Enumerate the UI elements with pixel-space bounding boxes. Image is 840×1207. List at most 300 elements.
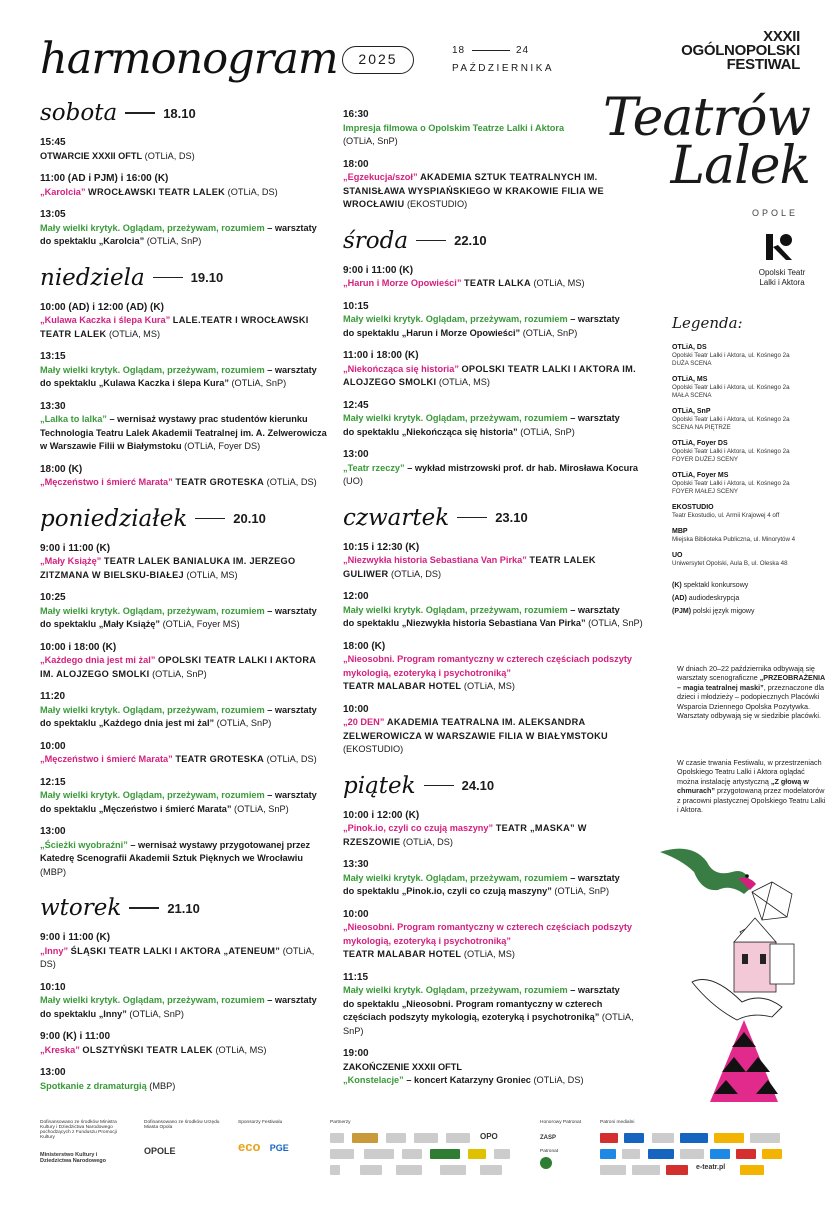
event-title: Mały wielki krytyk. Oglądam, przeżywam, rozumiem [343, 413, 568, 423]
media-logo [632, 1165, 660, 1175]
event [40, 776, 330, 817]
event-time: 13:00 [40, 826, 66, 837]
abbreviation-item [672, 608, 832, 615]
event-time: 13:15 [40, 351, 66, 362]
event-time: 12:45 [343, 399, 369, 411]
event-time: 9:00 i 11:00 (K) [40, 542, 111, 554]
partner-logo [364, 1149, 394, 1159]
partner-logo [414, 1133, 438, 1143]
event-title: „Teatr rzeczy” [343, 462, 405, 473]
event-title: „Lalka to lalka” [40, 414, 107, 424]
partner-logo [352, 1133, 378, 1143]
eteatr-logo-text: e-teatr.pl [696, 1164, 726, 1171]
event-organizer: AKADEMIA TEATRALNA IM. ALEKSANDRA ZELWEROWICZA W WARSZAWIE FILIA W BIAŁYMSTOKU [343, 717, 608, 741]
event-organizer: TEATR LALEK GULIWER [343, 555, 596, 579]
partner-logo [480, 1165, 502, 1175]
legend-item [672, 472, 832, 496]
date-from: 18 [452, 45, 466, 56]
event [40, 350, 330, 391]
event-time: 12:00 [343, 591, 369, 602]
footer-sponsors [40, 1120, 800, 1190]
event-time: 10:00 [40, 740, 66, 752]
event-venue: (OTLiA, SnP) [520, 426, 575, 437]
legend-item [672, 344, 832, 368]
event-description: do spektaklu „Nieosobni. Program romantyczny w czterech częściach podszyty mykologią, ezoteryką i psychotroniką” [343, 998, 603, 1022]
event-title: „Niezwykła historia Sebastiana Van Pirka” [343, 555, 527, 565]
media-logo [600, 1133, 618, 1143]
event-title: „Kreska” [40, 1044, 80, 1055]
event [40, 931, 330, 972]
event-venue: (OTLiA, SnP) [146, 236, 202, 246]
legend-address: Opolski Teatr Lalki i Aktora, ul. Kośnego 2a [672, 384, 790, 391]
event [40, 1030, 330, 1057]
day-name: czwartek [343, 504, 450, 531]
media-logo [666, 1165, 688, 1175]
partner-logo [330, 1149, 354, 1159]
event-title: „Nieosobni. Program romantyczny w czterech częściach podszyty mykologią, ezoteryką i psychotroniką” [343, 654, 632, 678]
day-date: 24.10 [461, 778, 495, 793]
event-title: „Kulawa Kaczka i ślepa Kura” [40, 315, 171, 325]
event-title: „20 DEN” [343, 717, 385, 727]
event-venue: (OTLiA, DS) [227, 186, 278, 197]
opole-logo-text: OPOLE [144, 1146, 176, 1156]
abbreviation-text: audiodeskrypcja [688, 595, 740, 602]
event-venue: (OTLiA, SnP) [588, 618, 643, 628]
event-title: Mały wielki krytyk. Oglądam, przeżywam, rozumiem [40, 605, 265, 616]
event [343, 908, 643, 962]
event-organizer: TEATR MALABAR HOTEL [343, 949, 462, 959]
event-title: Mały wielki krytyk. Oglądam, przeżywam, rozumiem [343, 872, 568, 883]
event-time: 10:15 [343, 300, 369, 312]
event-venue: (OTLiA, Foyer MS) [162, 619, 240, 629]
event-time: 11:00 i 18:00 (K) [343, 350, 419, 361]
event-description: do spektaklu „Pinok.io, czyli co czują maszyny” [343, 886, 552, 896]
event-time: 13:30 [40, 400, 66, 412]
event-description: – warsztaty [570, 413, 620, 423]
event-venue: (OTLiA, MS) [438, 377, 490, 387]
event-venue: (OTLiA, SnP) [522, 327, 578, 338]
opo-logo-text: OPO [480, 1132, 498, 1141]
event-title: „Harun i Morze Opowieści” [343, 278, 462, 288]
event-description: – koncert Katarzyny Groniec [406, 1075, 531, 1085]
event-organizer: OLSZTYŃSKI TEATR LALEK [82, 1044, 213, 1055]
event-organizer: ŚLĄSKI TEATR LALKI I AKTORA „ATENEUM” [70, 945, 281, 956]
event-title: Impresja filmowa o Opolskim Teatrze Lalki i Aktora [343, 122, 565, 133]
info-installation [677, 758, 827, 814]
event-description: do spektaklu „Każdego dnia jest mi żal” [40, 718, 215, 728]
event-venue: (OTLiA, SnP) [343, 136, 398, 146]
event-description: do spektaklu „Niezwykła historia Sebastiana Van Pirka” [343, 618, 586, 628]
event-venue: (UO) [343, 476, 363, 486]
event-title: Mały wielki krytyk. Oglądam, przeżywam, rozumiem [40, 364, 265, 375]
event [343, 590, 643, 631]
event-time: 18:00 (K) [343, 640, 386, 652]
event-title: „Każdego dnia jest mi żal” [40, 655, 156, 665]
media-logo [762, 1149, 782, 1159]
event-time: 13:30 [343, 859, 369, 870]
legend-item [672, 552, 832, 568]
event-time: 19:00 [343, 1048, 369, 1059]
theatre-logo-icon [766, 234, 792, 260]
event-venue: (OTLiA, DS) [391, 568, 442, 579]
legend-item [672, 528, 832, 544]
day-name: niedziela [40, 264, 145, 291]
media-logo [680, 1149, 704, 1159]
footer-label: Dofinansowano ze środków Urzędu Miasta Opola [144, 1120, 220, 1130]
legend-title: Legenda: [672, 314, 743, 332]
legend-key: MBP [672, 528, 688, 535]
event-time: 10:10 [40, 981, 66, 993]
event-time: 10:00 [343, 908, 369, 920]
event-organizer: OPOLSKI TEATR LALKI I AKTORA IM. ALOJZEGO SMOLKI [343, 363, 636, 387]
event-title: OTWARCIE XXXII OFTL [40, 150, 143, 161]
event-time: 11:15 [343, 971, 369, 983]
event-title: „Mały Książę” [40, 556, 102, 566]
abbreviation-item [672, 582, 832, 589]
media-logo [736, 1149, 756, 1159]
eco-logo-text: eco [238, 1139, 261, 1154]
legend-key: UO [672, 552, 683, 559]
media-logo [600, 1149, 616, 1159]
legend-address: Opolski Teatr Lalki i Aktora, ul. Kośnego 2a [672, 416, 790, 423]
event [40, 1066, 330, 1093]
day-divider [457, 517, 487, 519]
footer-media [600, 1120, 800, 1175]
info-text: W dniach 20–22 października odbywają się warsztaty scenograficzne [677, 664, 815, 683]
day-name: poniedziałek [40, 505, 188, 532]
event-description: – warsztaty [267, 790, 317, 800]
footer-label: Honorowy Patronat [540, 1120, 582, 1125]
info-highlight: „Z głową w chmurach” [677, 776, 809, 796]
legend-address: Opolski Teatr Lalki i Aktora, ul. Kośnego 2a [672, 352, 790, 359]
schedule-column-left [40, 100, 330, 1102]
footer-label: Patroni medialni [600, 1120, 635, 1125]
day-divider [195, 518, 225, 520]
footer-label: Patronat [540, 1149, 559, 1154]
info-highlight: „PRZEOBRAŻENIA – magia teatralnej maski” [677, 673, 825, 692]
day-divider [416, 240, 446, 242]
event [40, 463, 330, 490]
partner-logo [430, 1149, 460, 1159]
event-time: 10:00 i 18:00 (K) [40, 641, 117, 653]
event-description: – wykład mistrzowski prof. dr hab. Mirosława Kocura [407, 462, 638, 473]
day-header-sroda [343, 228, 643, 254]
event-venue: (OTLiA, SnP) [129, 1008, 184, 1019]
day-date: 23.10 [495, 510, 528, 525]
legend-scene: FOYER DUŻEJ SCENY [672, 456, 739, 463]
footer-label: Partnerzy [330, 1120, 351, 1125]
event-description: do spektaklu „Kulawa Kaczka i ślepa Kura” [40, 378, 229, 388]
legend-address: Opolski Teatr Lalki i Aktora, ul. Kośnego 2a [672, 448, 790, 455]
event-time: 13:00 [40, 1067, 66, 1078]
event-venue: (EKOSTUDIO) [343, 744, 404, 754]
event-description: – warsztaty [267, 222, 317, 233]
event-title: „Konstelacje” [343, 1075, 404, 1085]
event [343, 108, 643, 149]
page-title: harmonogram [40, 34, 338, 84]
event [343, 541, 643, 582]
event-venue: (OTLiA, MS) [463, 681, 515, 691]
event-organizer: TEATR LALKA [464, 278, 531, 288]
event-organizer: TEATR LALEK BANIALUKA IM. JERZEGO ZITZMANA W BIELSKU-BIAŁEJ [40, 556, 296, 580]
event-venue: (OTLiA, DS) [266, 477, 317, 487]
day-header-poniedzialek [40, 506, 330, 532]
event [343, 809, 643, 850]
legend-address: Opolski Teatr Lalki i Aktora, ul. Kośnego 2a [672, 480, 790, 487]
event-time: 10:00 [343, 703, 369, 715]
legend-address: Teatr Ekostudio, ul. Armii Krajowej 4 off [672, 512, 780, 519]
event-description: do spektaklu „Harun i Morze Opowieści” [343, 327, 521, 338]
event-title: „Niekończąca się historia” [343, 363, 459, 374]
event-time: 10:15 i 12:30 (K) [343, 541, 420, 553]
event-time: 18:00 (K) [40, 463, 83, 475]
partner-logo [468, 1149, 486, 1159]
patron-logo [540, 1157, 552, 1169]
day-header-piatek [343, 773, 643, 799]
media-logo [714, 1133, 744, 1143]
event-venue: (OTLiA, SnP) [216, 718, 272, 728]
event-venue: (OTLiA, MS) [215, 1044, 267, 1055]
festival-name-line-1: Teatrów [603, 88, 810, 148]
event-venue: (OTLiA, DS) [402, 836, 453, 847]
media-logo [624, 1133, 644, 1143]
event-description: – wernisaż wystawy przygotowanej przez Katedrę Scenografii Akademii Sztuk Pięknych we Wrocławiu [40, 839, 311, 863]
partner-logo [446, 1133, 470, 1143]
event-title: Mały wielki krytyk. Oglądam, przeżywam, rozumiem [40, 790, 265, 800]
event-title: „Męczeństwo i śmierć Marata” [40, 477, 173, 487]
event-venue: (MBP) [40, 866, 67, 877]
info-text: przygotowaną przez modelatorów z pracowni plastycznej Opolskiego Teatru Lalki i Aktora. [677, 786, 826, 815]
event [343, 1047, 643, 1088]
event-title: „Karolcia” [40, 186, 86, 197]
zasp-logo-text: ZASP [540, 1135, 557, 1141]
media-logo [680, 1133, 708, 1143]
event-venue: (OTLiA, DS) [533, 1075, 584, 1085]
event [40, 208, 330, 249]
event-description: do spektaklu „Niekończąca się historia” [343, 426, 518, 437]
day-name: wtorek [40, 895, 122, 921]
event-time: 11:00 (AD i PJM) i 16:00 (K) [40, 173, 169, 184]
event-time: 9:00 i 11:00 (K) [40, 932, 111, 943]
event-title: „Egzekucja/szoł” [343, 172, 418, 182]
event [343, 264, 643, 291]
legend-item [672, 408, 832, 432]
event-description: do spektaklu „Męczeństwo i śmierć Marata” [40, 803, 232, 814]
event-title: „Inny” [40, 945, 69, 956]
event-title: Mały wielki krytyk. Oglądam, przeżywam, rozumiem [40, 995, 265, 1005]
abbreviation-text: spektakl konkursowy [683, 582, 749, 589]
day-date: 22.10 [454, 233, 487, 248]
day-date: 20.10 [233, 511, 266, 526]
event-description: – warsztaty [570, 314, 620, 324]
legend-item [672, 376, 832, 400]
event [40, 301, 330, 342]
event-organizer: TEATR GROTESKA [175, 477, 265, 487]
event-title: „Ścieżki wyobraźni” [40, 839, 128, 850]
ministry-logo-text: Ministerstwo Kultury i Dziedzictwa Narodowego [40, 1152, 107, 1164]
partner-logo [360, 1165, 382, 1175]
day-header-czwartek [343, 505, 643, 531]
event-venue: (OTLiA, DS) [144, 150, 195, 161]
event-title: „Pinok.io, czyli co czują maszyny” [343, 823, 494, 833]
event [343, 448, 643, 489]
event-time: 16:30 [343, 109, 369, 120]
festival-line-2: OGÓLNOPOLSKI [681, 42, 800, 59]
event-organizer: TEATR GROTESKA [175, 754, 265, 764]
event-time: 13:00 [343, 449, 369, 460]
event [40, 690, 330, 731]
event-title: ZAKOŃCZENIE XXXII OFTL [343, 1061, 462, 1072]
event-time: 15:45 [40, 137, 66, 148]
day-header-sobota [40, 100, 330, 126]
day-divider [129, 907, 159, 909]
event-description: – warsztaty [267, 995, 317, 1005]
legend-key: OTLiA, Foyer MS [672, 472, 729, 479]
day-date: 21.10 [167, 900, 200, 916]
day-name: sobota [40, 100, 118, 126]
event [40, 591, 330, 632]
event-title: „Męczeństwo i śmierć Marata” [40, 754, 173, 764]
event-time: 10:00 (AD) i 12:00 (AD) (K) [40, 301, 164, 313]
footer-city [144, 1120, 224, 1156]
day-header-wtorek [40, 895, 330, 921]
footer-label: Dofinansowano ze środków Ministra Kultury i Dziedzictwa Narodowego pochodzących z Funduszu Promocji Kultury [40, 1120, 117, 1140]
footer-sponsors-block [238, 1120, 318, 1154]
event-time: 9:00 i 11:00 (K) [343, 264, 414, 276]
event-time: 12:15 [40, 776, 66, 788]
event-time: 10:25 [40, 592, 66, 603]
day-date: 18.10 [163, 105, 196, 121]
event [343, 158, 643, 212]
footer-ministry [40, 1120, 130, 1164]
event-time: 13:05 [40, 209, 66, 220]
event-organizer: AKADEMIA SZTUK TEATRALNYCH IM. STANISŁAWA WYSPIAŃSKIEGO W KRAKOWIE FILIA WE WROCŁAWIU [343, 172, 604, 209]
event-venue: (OTLiA, SnP) [343, 1012, 634, 1036]
abbreviation-text: polski język migowy [693, 608, 755, 615]
event-venue: (OTLiA, SnP) [554, 886, 610, 896]
event-organizer: LALE.TEATR I WROCŁAWSKI TEATR LALEK [40, 315, 309, 339]
event-description: do spektaklu „Inny” [40, 1008, 127, 1019]
event-title: „Nieosobni. Program romantyczny w czterech częściach podszyty mykologią, ezoteryką i psychotroniką” [343, 922, 632, 946]
event [343, 703, 643, 757]
day-divider [424, 785, 454, 787]
day-header-niedziela [40, 265, 330, 291]
event-description: – warsztaty [267, 605, 317, 616]
event [343, 858, 643, 899]
day-name: piątek [343, 772, 416, 799]
partner-logo [440, 1165, 466, 1175]
media-logo [652, 1133, 674, 1143]
legend-address: Uniwersytet Opolski, Aula B, ul. Oleska 48 [672, 560, 788, 567]
event-organizer: OPOLSKI TEATR LALKI I AKTORA IM. ALOJZEGO SMOLKI [40, 655, 316, 679]
event-title: Mały wielki krytyk. Oglądam, przeżywam, rozumiem [343, 314, 568, 324]
event-venue: (MBP) [149, 1080, 176, 1091]
legend-item [672, 504, 832, 520]
event-title: Spotkanie z dramaturgią [40, 1080, 147, 1091]
day-divider [153, 277, 183, 279]
event [40, 740, 330, 767]
event-description: – warsztaty [570, 604, 620, 615]
bird-and-tower-illustration-icon [652, 832, 812, 1112]
event [343, 300, 643, 341]
legend-key: OTLiA, MS [672, 376, 708, 383]
event-description: – wernisaż wystawy prac studentów kierunku Technologia Teatru Lalek Akademii Teatralnej im. A. Zelwerowicza w Warszawie Filii w Białymstoku [40, 414, 327, 451]
legend [672, 314, 832, 621]
partner-logo [402, 1149, 422, 1159]
event-title: Mały wielki krytyk. Oglądam, przeżywam, rozumiem [343, 985, 568, 995]
event [40, 542, 330, 583]
event-description: do spektaklu „Karolcia” [40, 236, 145, 246]
event-venue: (OTLiA, MS) [533, 278, 585, 288]
abbreviation-item [672, 595, 832, 602]
event [40, 981, 330, 1022]
event-description: – warsztaty [267, 364, 317, 375]
festival-label [681, 30, 800, 72]
event-time: 11:20 [40, 691, 66, 702]
event-description: do spektaklu „Mały Książę” [40, 619, 160, 629]
media-logo [600, 1165, 626, 1175]
legend-scene: SCENA NA PIĘTRZE [672, 424, 731, 431]
day-name: środa [343, 227, 409, 254]
date-to: 24 [516, 45, 530, 56]
event-time: 18:00 [343, 158, 369, 170]
media-logo [740, 1165, 764, 1175]
festival-name-line-2: Lalek [670, 136, 810, 196]
event-venue: (OTLiA, DS) [266, 754, 317, 764]
festival-line-3: FESTIWAL [726, 56, 800, 73]
legend-key: OTLiA, Foyer DS [672, 440, 728, 447]
event-venue: (OTLiA, DS) [40, 945, 315, 969]
partner-logo [386, 1133, 406, 1143]
footer-partners [330, 1120, 530, 1175]
abbreviation-key: (PJM) [672, 608, 692, 615]
event-organizer: TEATR „MASKA” W RZESZOWIE [343, 823, 587, 847]
event-venue: (OTLiA, Foyer DS) [184, 441, 261, 451]
partner-logo [396, 1165, 422, 1175]
festival-line-1: XXXII [763, 28, 800, 45]
event-organizer: WROCŁAWSKI TEATR LALEK [88, 186, 226, 197]
event-venue: (OTLiA, MS) [186, 569, 238, 580]
footer-patronage [540, 1120, 590, 1169]
legend-address: Miejska Biblioteka Publiczna, ul. Minorytów 4 [672, 536, 796, 543]
theatre-logo-text: Opolski Teatr Lalki i Aktora [758, 268, 806, 287]
event-title: Mały wielki krytyk. Oglądam, przeżywam, rozumiem [40, 704, 265, 715]
event [40, 825, 330, 879]
footer-label: Sponsorzy Festiwalu [238, 1120, 283, 1125]
event [40, 172, 330, 199]
event [40, 136, 330, 163]
month-label: PAŹDZIERNIKA [452, 63, 555, 74]
event-organizer: TEATR MALABAR HOTEL [343, 681, 462, 691]
day-divider [125, 112, 155, 114]
event-title: Mały wielki krytyk. Oglądam, przeżywam, rozumiem [343, 604, 568, 615]
legend-scene: MAŁA SCENA [672, 392, 712, 399]
event-venue: (OTLiA, SnP) [231, 378, 287, 388]
media-logo [622, 1149, 640, 1159]
event-description: – warsztaty [570, 985, 620, 995]
event [40, 400, 330, 454]
legend-item [672, 440, 832, 464]
event-venue: (OTLiA, MS) [108, 328, 161, 339]
event-venue: (OTLiA, SnP) [234, 803, 289, 814]
partner-logo [330, 1133, 344, 1143]
event [343, 349, 643, 390]
info-text: W czasie trwania Festiwalu, w przestrzeniach Opolskiego Teatru Lalki i Aktora oglądać można instalację artystyczną [677, 758, 822, 786]
event [343, 399, 643, 440]
event [40, 641, 330, 682]
abbreviation-key: (K) [672, 582, 682, 589]
day-date: 19.10 [190, 270, 224, 285]
